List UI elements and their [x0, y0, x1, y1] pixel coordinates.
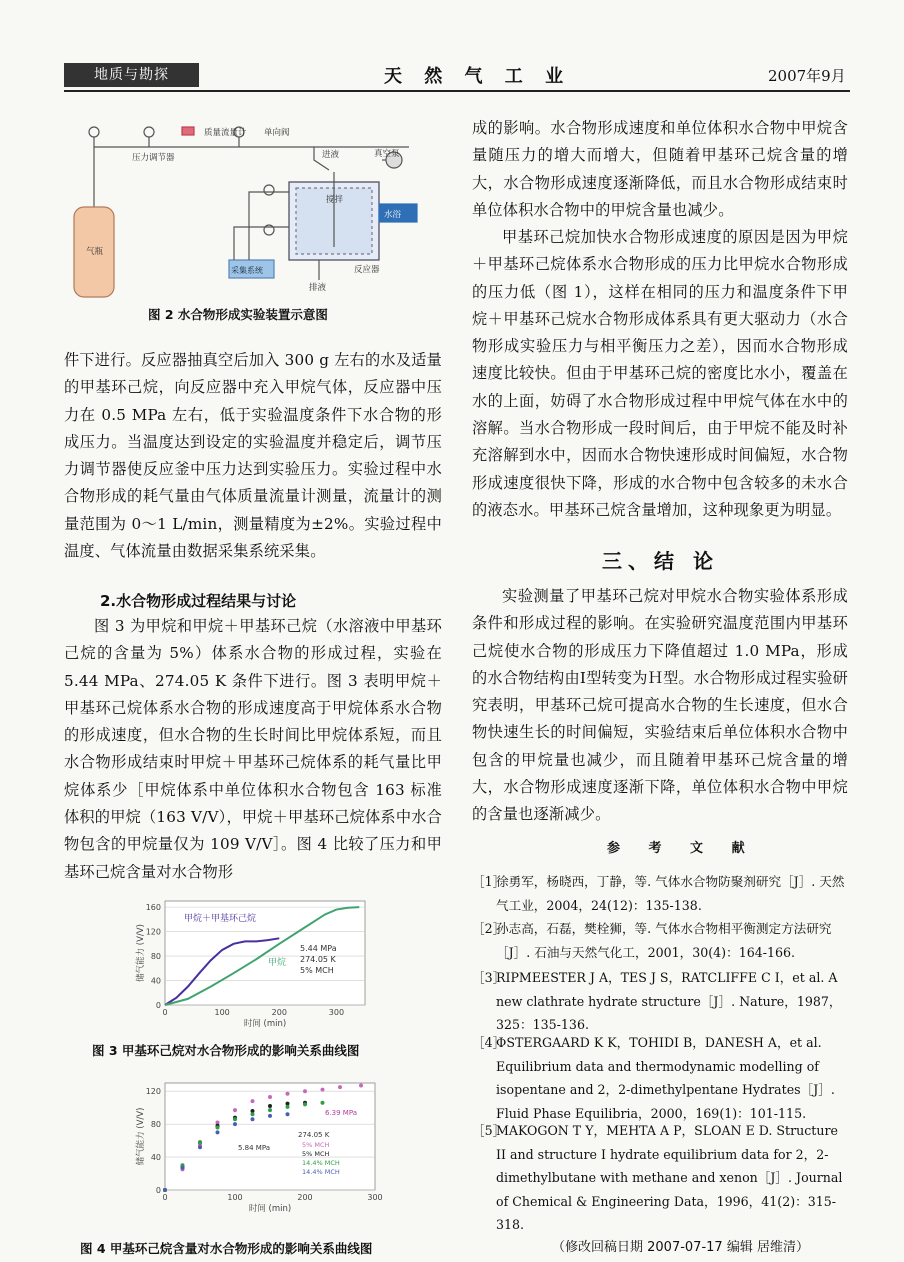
data-point — [251, 1099, 255, 1103]
data-point — [233, 1117, 237, 1121]
figure-3-chart — [120, 893, 370, 1033]
data-point — [303, 1102, 307, 1106]
journal-title: 天 然 气 工 业 — [384, 66, 572, 87]
reference-item — [472, 966, 850, 1037]
issue-date: 2007年9月 — [768, 67, 846, 85]
label-stirring: 搅拌 — [326, 195, 344, 205]
left-paragraph-2: 图 3 为甲烷和甲烷＋甲基环己烷（水溶液中甲基环己烷的含量为 5%）体系水合物的形成过程，实验在 5.44 MPa、274.05 K 条件下进行。图 3 表明甲烷＋甲基环己烷体系水合物的形成速度高于甲烷体系水合物的形成速度，但水合物的生长时间比甲烷体系短，而且水合物形成结束时甲烷＋甲基环己烷体系的耗气量比甲烷体系少［甲烷体系中单位体积水合物包含 163 标准体积的甲烷（163 V/V），甲烷＋甲基环己烷体系中水合物包含的甲烷量仅为 109 V/V］。图 4 比较了压力和甲基环己烷含量对水合物形 — [64, 617, 442, 881]
reference-number: ［4］ — [472, 1035, 506, 1050]
reference-item — [472, 1119, 850, 1237]
x-tick-label: 0 — [162, 1193, 168, 1202]
revision-note: （修改回稿日期 2007-07-17 编辑 居维清） — [552, 1240, 809, 1255]
x-tick-label: 200 — [271, 1008, 287, 1017]
y-tick-label: 0 — [155, 1186, 161, 1195]
data-point — [268, 1095, 272, 1099]
reference-text: MAKOGON T Y，MEHTA A P，SLOAN E D. Structure II and structure I hydrate equilibrium data for 2，2-dimethylbutane with methane and xenon［J］. Journal of Chemical & Engineering Data，1996，41(2)：315-318. — [496, 1123, 843, 1232]
data-point — [321, 1101, 325, 1105]
annotation: 274.05 K — [300, 955, 336, 964]
right-paragraph-1: 成的影响。水合物形成速度和单位体积水合物中甲烷含量随压力的增大而增大，但随着甲基环己烷含量的增大，水合物形成速度逐渐降低，而且水合物形成结束时单位体积水合物中的甲烷含量也减少。 — [472, 119, 848, 219]
legend-label: 14.4% MCH — [302, 1159, 340, 1167]
x-tick-label: 200 — [297, 1193, 313, 1202]
left-paragraph-1: 件下进行。反应器抽真空后加入 300 g 左右的水及适量的甲基环己烷，向反应器中充入甲烷气体，反应器中压力在 0.5 MPa 左右，低于实验温度条件下水合物的形成压力。当温度达到设定的实验温度并稳定后，调节压力调节器使反应釜中压力达到实验压力。实验过程中水合物形成的耗气量由气体质量流量计测量，流量计的测量范围为 0～1 L/min，测量精度为±2%。实验过程中温度、气体流量由数据采集系统采集。 — [64, 351, 442, 561]
x-tick-label: 100 — [214, 1008, 230, 1017]
label-drain: 排液 — [309, 283, 327, 293]
label-gas-cylinder: 气瓶 — [86, 247, 104, 257]
reference-text: ΦSTERGAARD K K，TOHIDI B，DANESH A，et al. Equilibrium data and thermodynamic modelling of isopentane and 2，2-dimethylpentane Hydrates［J］. Fluid Phase Equilibria，2000，169(1)：101-115. — [496, 1035, 835, 1121]
legend-label: 14.4% MCH — [302, 1168, 340, 1176]
data-point — [181, 1166, 185, 1170]
y-tick-label: 0 — [155, 1001, 161, 1010]
x-tick-label: 300 — [367, 1193, 383, 1202]
label-vacuum-pump: 真空泵 — [374, 149, 400, 159]
data-point — [198, 1140, 202, 1144]
reference-item — [472, 917, 850, 964]
data-point — [303, 1089, 307, 1093]
annotation: 5% MCH — [300, 966, 334, 975]
right-paragraph-2: 甲基环己烷加快水合物形成速度的原因是因为甲烷＋甲基环己烷体系水合物形成的压力比甲烷水合物形成的压力低（图 1），这样在相同的压力和温度条件下甲烷＋甲基环己烷水合物形成体系具有更大驱动力（水合物形成实验压力与相平衡压力之差），因而水合物形成速度比较快。但由于甲基环己烷的密度比水小，覆盖在水的上面，妨碍了水合物形成过程中甲烷气体在水中的溶解。当水合物形成一段时间后，由于甲烷不能及时补充溶解到水中，因而水合物快速形成时间偏短，水合物形成速度很快下降，形成的水合物中包含较多的未水合的液态水。甲基环己烷含量增加，这种现象更为明显。 — [472, 228, 848, 519]
reference-number: ［3］ — [472, 970, 506, 985]
figure-2-caption: 图 2 水合物形成实验装置示意图 — [148, 307, 328, 322]
data-point — [268, 1114, 272, 1118]
annotation: 5.84 MPa — [238, 1144, 271, 1152]
right-paragraph-3: 实验测量了甲基环己烷对甲烷水合物实验体系形成条件和形成过程的影响。在实验研究温度范围内甲基环己烷使水合物的形成压力下降值超过 1.0 MPa，形成的水合物结构由Ⅰ型转变为Ｈ型。水合物形成过程实验研究表明，甲基环己烷可提高水合物的生长速度，但水合物快速生长的时间偏短，实验结束后单位体积水合物中包含的甲烷量也减少，而且随着甲基环己烷含量的增大，水合物形成速度逐渐下降，单位体积水合物中甲烷的含量也逐渐减少。 — [472, 587, 848, 824]
label-pressure-regulator: 压力调节器 — [132, 153, 175, 163]
annotation: 5.44 MPa — [300, 944, 337, 953]
legend-label: 5% MCH — [302, 1150, 330, 1158]
reference-number: ［5］ — [472, 1123, 506, 1138]
section-tag: 地质与勘探 — [64, 63, 199, 87]
reference-number: ［1］ — [472, 874, 506, 889]
x-tick-label: 300 — [328, 1008, 345, 1017]
y-tick-label: 160 — [145, 903, 161, 913]
figure-3-caption: 图 3 甲基环己烷对水合物形成的影响关系曲线图 — [92, 1043, 360, 1058]
data-point — [163, 1188, 167, 1192]
data-point — [268, 1108, 272, 1112]
references-heading: 参 考 文 献 — [607, 841, 757, 856]
reference-text: 孙志高，石磊，樊栓狮，等. 气体水合物相平衡测定方法研究［J］. 石油与天然气化工，2001，30(4)：164-166. — [496, 921, 832, 960]
data-point — [251, 1117, 255, 1121]
y-axis-label: 储气能力 (V/V) — [136, 1107, 146, 1166]
y-axis-label: 储气能力 (V/V) — [136, 924, 146, 982]
x-tick-label: 0 — [162, 1008, 168, 1017]
label-mass-flowmeter: 质量流量计 — [204, 128, 247, 138]
data-point — [198, 1145, 202, 1149]
label-data-acquisition: 采集系统 — [231, 266, 263, 275]
x-axis-label: 时间 (min) — [248, 1204, 292, 1214]
x-axis-label: 时间 (min) — [243, 1019, 287, 1029]
y-tick-label: 40 — [150, 1153, 161, 1163]
figure-4-chart — [120, 1075, 390, 1220]
data-point — [321, 1088, 325, 1092]
y-tick-label: 80 — [150, 1120, 161, 1130]
reference-item — [472, 870, 850, 917]
data-point — [233, 1108, 237, 1112]
label-water-bath: 水浴 — [384, 210, 402, 220]
data-point — [359, 1083, 363, 1087]
y-tick-label: 120 — [145, 1087, 161, 1097]
y-tick-label: 40 — [150, 976, 161, 986]
reference-text: RIPMEESTER J A，TES J S，RATCLIFFE C I，et al. A new clathrate hydrate structure［J］. Nature，1987，325：135-136. — [496, 970, 842, 1032]
reference-text: 徐勇军，杨晓西，丁静，等. 气体水合物防聚剂研究［J］. 天然气工业，2004，24(12)：135-138. — [496, 874, 845, 913]
plot-area — [165, 1083, 375, 1190]
data-point — [216, 1130, 220, 1134]
data-point — [286, 1105, 290, 1109]
data-point — [216, 1125, 220, 1129]
data-point — [251, 1112, 255, 1116]
data-point — [286, 1092, 290, 1096]
legend-label: 5% MCH — [302, 1141, 330, 1149]
legend-label: 甲烷＋甲基环己烷 — [184, 914, 257, 924]
label-reactor: 反应器 — [354, 265, 380, 275]
reference-item — [472, 1031, 850, 1125]
annotation: 6.39 MPa — [325, 1109, 358, 1117]
data-point — [286, 1112, 290, 1116]
label-inlet: 进液 — [322, 150, 340, 160]
label-check-valve: 单向阀 — [264, 128, 290, 138]
figure-4-caption: 图 4 甲基环己烷含量对水合物形成的影响关系曲线图 — [80, 1241, 373, 1256]
data-point — [233, 1122, 237, 1126]
y-tick-label: 80 — [150, 952, 161, 962]
y-tick-label: 120 — [145, 927, 161, 937]
data-point — [338, 1085, 342, 1089]
subheading-2: 2.水合物形成过程结果与讨论 — [100, 592, 297, 610]
legend-label: 甲烷 — [268, 958, 287, 968]
section-conclusion-title: 三、结 论 — [602, 549, 719, 573]
figure-2-schematic — [64, 112, 434, 300]
data-point — [268, 1104, 272, 1108]
header-rule — [64, 90, 850, 92]
reference-number: ［2］ — [472, 921, 506, 936]
annotation: 274.05 K — [298, 1131, 330, 1139]
x-tick-label: 100 — [227, 1193, 243, 1202]
